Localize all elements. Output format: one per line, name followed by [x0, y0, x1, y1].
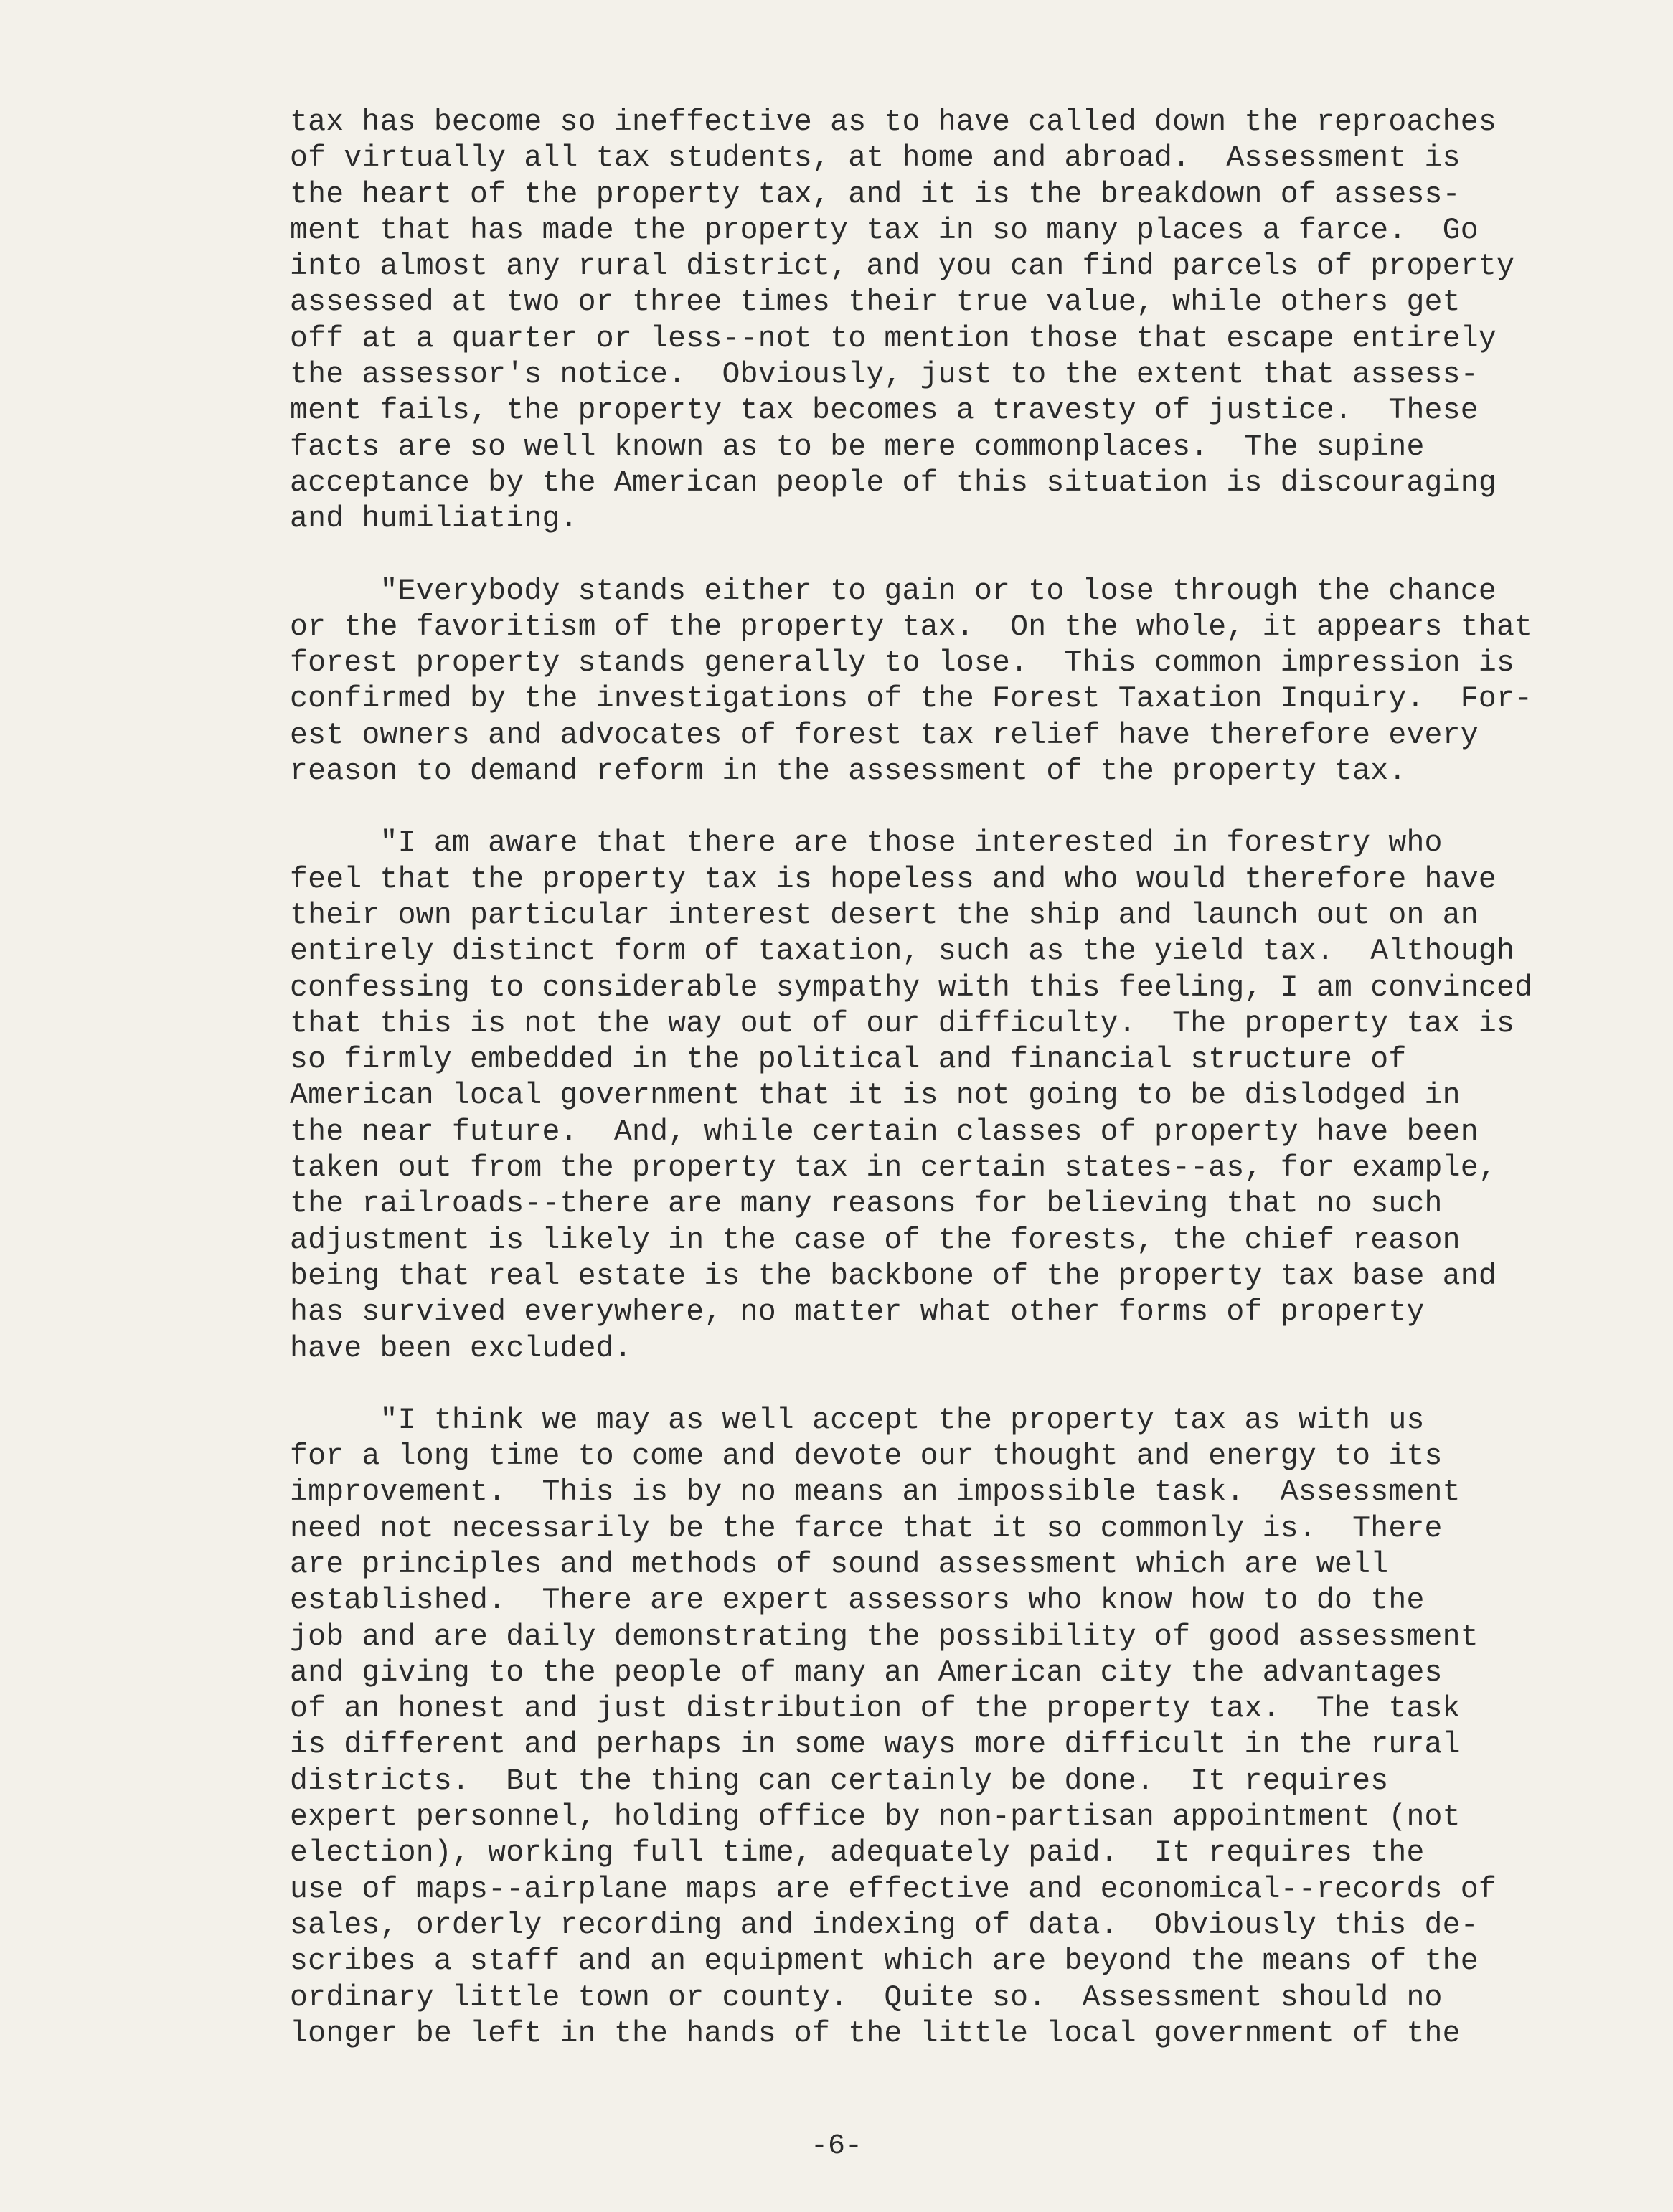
text-line: longer be left in the hands of the little local government of the	[290, 2016, 1461, 2051]
text-line: ment that has made the property tax in so many places a farce. Go	[290, 213, 1479, 247]
text-line: that this is not the way out of our difficulty. The property tax is	[290, 1006, 1515, 1041]
text-line: "I am aware that there are those interested in forestry who	[290, 826, 1443, 861]
text-line: confirmed by the investigations of the Forest Taxation Inquiry. For-	[290, 682, 1533, 717]
paragraph-1	[290, 105, 1552, 538]
paragraph-3	[290, 826, 1552, 1366]
text-line: of virtually all tax students, at home and abroad. Assessment is	[290, 141, 1461, 176]
text-line: "I think we may as well accept the property tax as with us	[290, 1403, 1425, 1437]
text-line: election), working full time, adequately paid. It requires the	[290, 1836, 1425, 1871]
text-line: being that real estate is the backbone of the property tax base and	[290, 1259, 1497, 1293]
paragraph-gap	[290, 538, 1552, 574]
text-line: districts. But the thing can certainly be done. It requires	[290, 1764, 1389, 1798]
text-line: and humiliating.	[290, 502, 578, 537]
paragraph-gap	[290, 1367, 1552, 1403]
text-line: reason to demand reform in the assessment of the property tax.	[290, 755, 1407, 789]
text-line: use of maps--airplane maps are effective and economical--records of	[290, 1872, 1497, 1906]
text-line: adjustment is likely in the case of the forests, the chief reason	[290, 1223, 1461, 1257]
text-line: and giving to the people of many an American city the advantages	[290, 1655, 1443, 1690]
text-line: is different and perhaps in some ways more difficult in the rural	[290, 1728, 1461, 1762]
text-line: acceptance by the American people of this situation is discouraging	[290, 465, 1497, 500]
text-line: sales, orderly recording and indexing of data. Obviously this de-	[290, 1908, 1479, 1942]
paragraph-gap	[290, 790, 1552, 826]
text-line: the heart of the property tax, and it is the breakdown of assess-	[290, 177, 1461, 212]
text-line: has survived everywhere, no matter what other forms of property	[290, 1295, 1425, 1330]
page-number: -6-	[810, 2130, 862, 2163]
text-line: job and are daily demonstrating the possibility of good assessment	[290, 1620, 1479, 1654]
text-line: tax has become so ineffective as to have called down the reproaches	[290, 105, 1497, 139]
text-line: off at a quarter or less--not to mention those that escape entirely	[290, 321, 1497, 356]
paragraph-2	[290, 574, 1552, 790]
text-line: the assessor's notice. Obviously, just to the extent that assess-	[290, 358, 1479, 392]
text-line: "Everybody stands either to gain or to lose through the chance	[290, 574, 1497, 608]
text-line: assessed at two or three times their true value, while others get	[290, 285, 1461, 320]
text-line: expert personnel, holding office by non-partisan appointment (not	[290, 1800, 1461, 1835]
text-line: confessing to considerable sympathy with this feeling, I am convinced	[290, 970, 1533, 1005]
text-line: into almost any rural district, and you can find parcels of property	[290, 250, 1515, 284]
text-line: facts are so well known as to be mere commonplaces. The supine	[290, 430, 1425, 464]
text-line: so firmly embedded in the political and financial structure of	[290, 1043, 1407, 1077]
text-line: taken out from the property tax in certain states--as, for example,	[290, 1151, 1497, 1186]
text-line: ment fails, the property tax becomes a travesty of justice. These	[290, 394, 1479, 428]
text-line: need not necessarily be the farce that it so commonly is. There	[290, 1511, 1443, 1546]
text-line: for a long time to come and devote our thought and energy to its	[290, 1440, 1443, 1474]
body-text	[290, 105, 1552, 2052]
text-line: of an honest and just distribution of the property tax. The task	[290, 1692, 1461, 1726]
text-line: improvement. This is by no means an impossible task. Assessment	[290, 1475, 1461, 1510]
text-line: the railroads--there are many reasons for believing that no such	[290, 1187, 1443, 1221]
text-line: the near future. And, while certain classes of property have been	[290, 1115, 1479, 1149]
paragraph-4	[290, 1403, 1552, 2052]
text-line: their own particular interest desert the ship and launch out on an	[290, 898, 1479, 932]
text-line: American local government that it is not going to be dislodged in	[290, 1079, 1461, 1113]
text-line: entirely distinct form of taxation, such as the yield tax. Although	[290, 935, 1515, 969]
text-line: est owners and advocates of forest tax relief have therefore every	[290, 718, 1479, 752]
text-line: ordinary little town or county. Quite so. Assessment should no	[290, 1980, 1443, 2015]
text-line: have been excluded.	[290, 1331, 632, 1366]
text-line: feel that the property tax is hopeless and who would therefore have	[290, 862, 1497, 897]
text-line: are principles and methods of sound assessment which are well	[290, 1547, 1389, 1582]
text-line: or the favoritism of the property tax. On the whole, it appears that	[290, 610, 1533, 644]
text-line: forest property stands generally to lose. This common impression is	[290, 646, 1515, 681]
text-line: established. There are expert assessors who know how to do the	[290, 1584, 1425, 1618]
text-line: scribes a staff and an equipment which are beyond the means of the	[290, 1944, 1479, 1979]
